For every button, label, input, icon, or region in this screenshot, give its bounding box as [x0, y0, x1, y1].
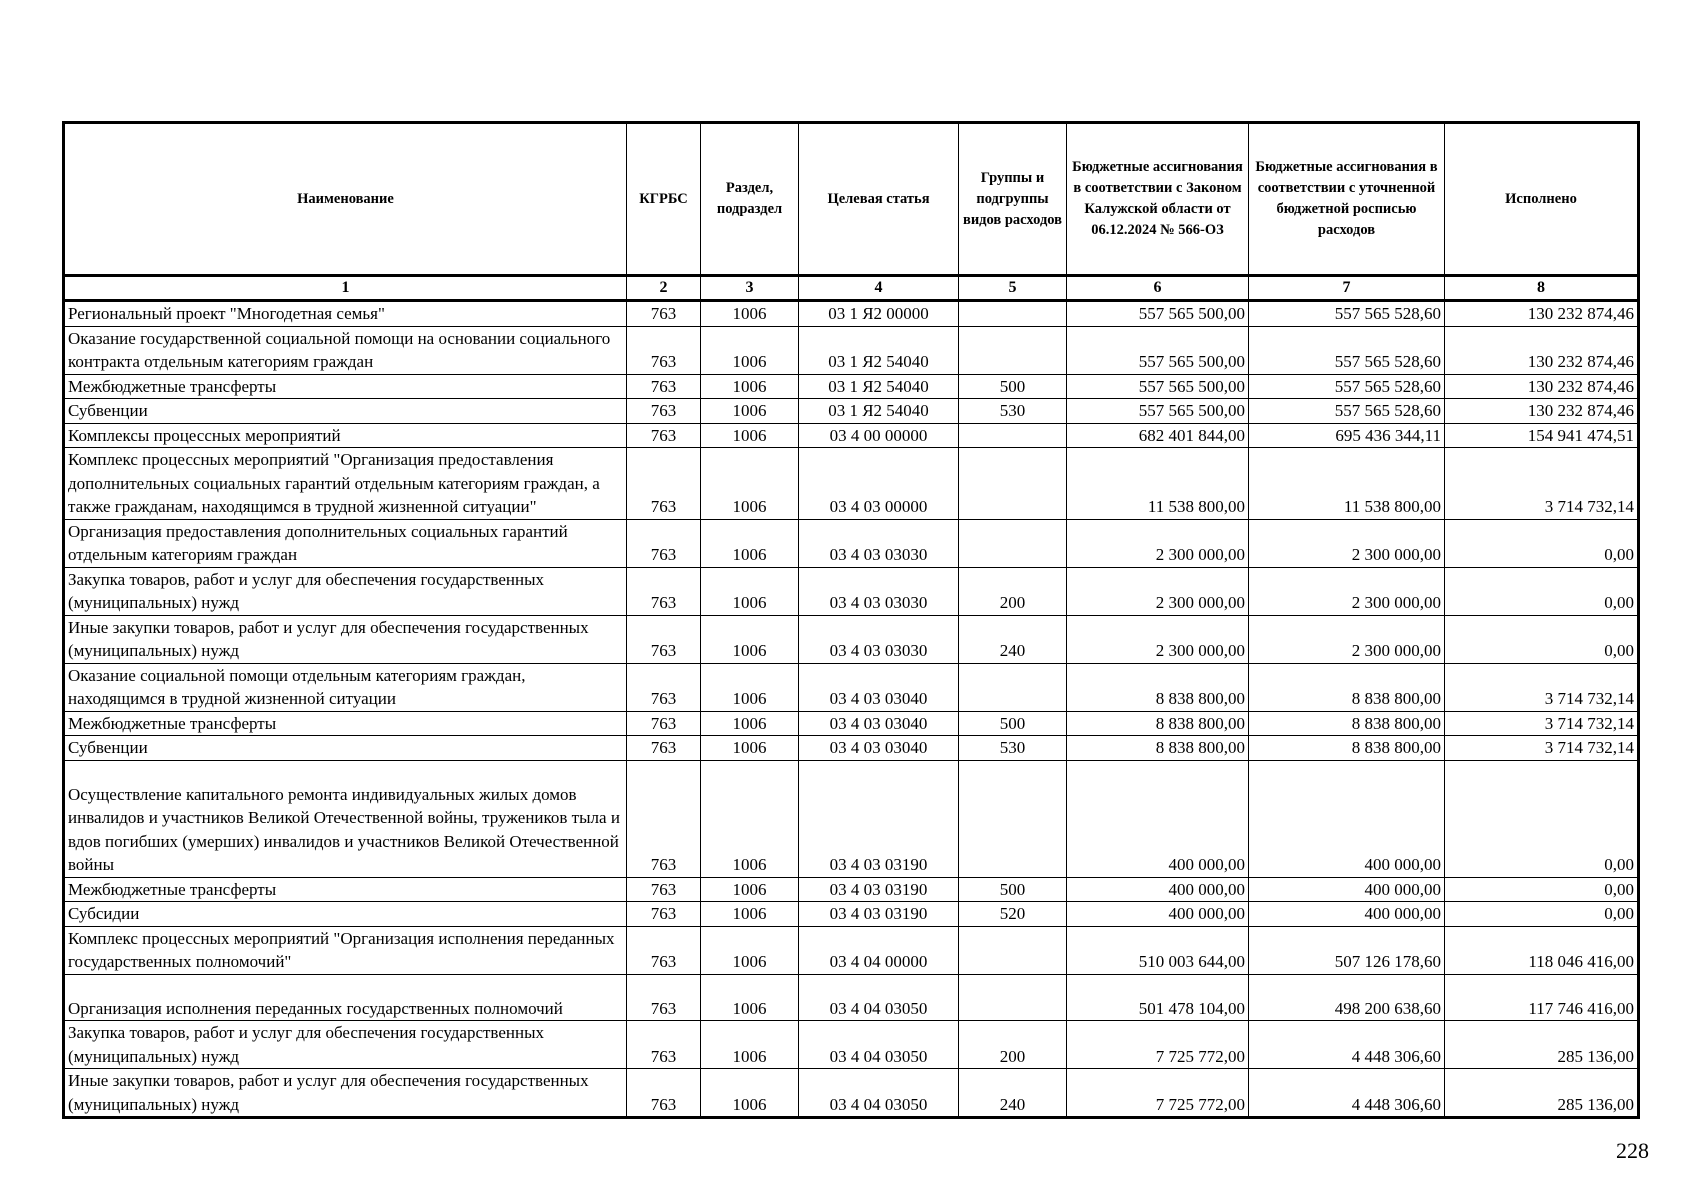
row-target: 03 4 03 03030: [799, 615, 959, 663]
table-row: [64, 877, 1639, 902]
row-law-amount: 2 300 000,00: [1067, 519, 1249, 567]
column-number: 3: [701, 276, 799, 301]
row-group: 500: [959, 711, 1067, 736]
column-number: 4: [799, 276, 959, 301]
row-law-amount: 7 725 772,00: [1067, 1069, 1249, 1118]
row-name: Субвенции: [64, 399, 627, 424]
row-section: 1006: [701, 1069, 799, 1118]
row-executed-amount: 130 232 874,46: [1445, 399, 1639, 424]
row-refined-amount: 557 565 528,60: [1249, 399, 1445, 424]
row-group: [959, 974, 1067, 1021]
row-target: 03 4 04 00000: [799, 926, 959, 974]
row-name: Межбюджетные трансферты: [64, 711, 627, 736]
row-target: 03 1 Я2 54040: [799, 326, 959, 374]
table-row: [64, 519, 1639, 567]
row-kgrbs: 763: [627, 301, 701, 327]
row-refined-amount: 400 000,00: [1249, 760, 1445, 877]
row-target: 03 1 Я2 00000: [799, 301, 959, 327]
row-kgrbs: 763: [627, 615, 701, 663]
table-row: [64, 974, 1639, 1021]
table-body: [64, 301, 1639, 1118]
budget-table: [62, 121, 1640, 1119]
row-law-amount: 501 478 104,00: [1067, 974, 1249, 1021]
header-law: Бюджетные ассигнования в соответствии с Законом Калужской области от 06.12.2024 № 566-ОЗ: [1067, 123, 1249, 276]
row-refined-amount: 4 448 306,60: [1249, 1021, 1445, 1069]
row-section: 1006: [701, 519, 799, 567]
row-executed-amount: 130 232 874,46: [1445, 326, 1639, 374]
table-row: [64, 736, 1639, 761]
row-group: [959, 423, 1067, 448]
row-kgrbs: 763: [627, 926, 701, 974]
row-target: 03 4 03 03040: [799, 711, 959, 736]
row-name: Оказание социальной помощи отдельным категориям граждан, находящимся в трудной жизненной ситуации: [64, 663, 627, 711]
row-kgrbs: 763: [627, 974, 701, 1021]
row-group: [959, 448, 1067, 520]
budget-sheet: [62, 121, 1637, 1119]
table-row: [64, 301, 1639, 327]
row-executed-amount: 3 714 732,14: [1445, 736, 1639, 761]
row-refined-amount: 11 538 800,00: [1249, 448, 1445, 520]
row-refined-amount: 400 000,00: [1249, 902, 1445, 927]
row-law-amount: 510 003 644,00: [1067, 926, 1249, 974]
row-executed-amount: 154 941 474,51: [1445, 423, 1639, 448]
table-row: [64, 926, 1639, 974]
row-kgrbs: 763: [627, 567, 701, 615]
row-kgrbs: 763: [627, 448, 701, 520]
row-law-amount: 8 838 800,00: [1067, 663, 1249, 711]
row-kgrbs: 763: [627, 399, 701, 424]
row-section: 1006: [701, 877, 799, 902]
row-name: Организация исполнения переданных государственных полномочий: [64, 974, 627, 1021]
table-row: [64, 374, 1639, 399]
row-law-amount: 400 000,00: [1067, 877, 1249, 902]
row-executed-amount: 3 714 732,14: [1445, 663, 1639, 711]
row-target: 03 4 03 03030: [799, 567, 959, 615]
row-group: 200: [959, 1021, 1067, 1069]
row-name: Иные закупки товаров, работ и услуг для обеспечения государственных (муниципальных) нужд: [64, 1069, 627, 1118]
row-name: Субвенции: [64, 736, 627, 761]
row-section: 1006: [701, 301, 799, 327]
header-executed: Исполнено: [1445, 123, 1639, 276]
table-row: [64, 1069, 1639, 1118]
row-section: 1006: [701, 423, 799, 448]
row-target: 03 4 04 03050: [799, 1021, 959, 1069]
row-refined-amount: 8 838 800,00: [1249, 711, 1445, 736]
row-section: 1006: [701, 736, 799, 761]
row-target: 03 4 03 03190: [799, 902, 959, 927]
row-refined-amount: 507 126 178,60: [1249, 926, 1445, 974]
row-executed-amount: 0,00: [1445, 902, 1639, 927]
row-executed-amount: 118 046 416,00: [1445, 926, 1639, 974]
row-group: 240: [959, 1069, 1067, 1118]
row-group: [959, 760, 1067, 877]
table-row: [64, 711, 1639, 736]
row-executed-amount: 0,00: [1445, 615, 1639, 663]
row-section: 1006: [701, 399, 799, 424]
row-refined-amount: 8 838 800,00: [1249, 736, 1445, 761]
row-group: 200: [959, 567, 1067, 615]
row-section: 1006: [701, 711, 799, 736]
row-name: Комплекс процессных мероприятий "Организация предоставления дополнительных социальных гарантий отдельным категориям граждан, а также гражданам, находящимся в трудной жизненной ситуации": [64, 448, 627, 520]
header-name: Наименование: [64, 123, 627, 276]
row-refined-amount: 2 300 000,00: [1249, 519, 1445, 567]
row-name: Субсидии: [64, 902, 627, 927]
row-section: 1006: [701, 1021, 799, 1069]
row-law-amount: 557 565 500,00: [1067, 399, 1249, 424]
row-law-amount: 2 300 000,00: [1067, 615, 1249, 663]
column-number: 8: [1445, 276, 1639, 301]
row-refined-amount: 695 436 344,11: [1249, 423, 1445, 448]
row-kgrbs: 763: [627, 711, 701, 736]
row-group: [959, 926, 1067, 974]
table-row: [64, 423, 1639, 448]
row-executed-amount: 3 714 732,14: [1445, 448, 1639, 520]
row-executed-amount: 285 136,00: [1445, 1021, 1639, 1069]
row-name: Оказание государственной социальной помощи на основании социального контракта отдельным категориям граждан: [64, 326, 627, 374]
row-kgrbs: 763: [627, 877, 701, 902]
header-refined: Бюджетные ассигнования в соответствии с уточненной бюджетной росписью расходов: [1249, 123, 1445, 276]
row-name: Комплекс процессных мероприятий "Организация исполнения переданных государственных полномочий": [64, 926, 627, 974]
row-executed-amount: 0,00: [1445, 519, 1639, 567]
row-law-amount: 8 838 800,00: [1067, 711, 1249, 736]
row-name: Комплексы процессных мероприятий: [64, 423, 627, 448]
row-law-amount: 400 000,00: [1067, 760, 1249, 877]
row-refined-amount: 400 000,00: [1249, 877, 1445, 902]
row-target: 03 4 04 03050: [799, 974, 959, 1021]
column-number: 6: [1067, 276, 1249, 301]
row-group: [959, 663, 1067, 711]
column-number: 2: [627, 276, 701, 301]
row-group: [959, 519, 1067, 567]
row-target: 03 4 03 00000: [799, 448, 959, 520]
row-kgrbs: 763: [627, 519, 701, 567]
row-group: 500: [959, 374, 1067, 399]
row-group: 530: [959, 399, 1067, 424]
header-kgrbs: КГРБС: [627, 123, 701, 276]
row-name: Межбюджетные трансферты: [64, 877, 627, 902]
column-number: 5: [959, 276, 1067, 301]
column-number-row: [64, 276, 1639, 301]
header-target: Целевая статья: [799, 123, 959, 276]
row-name: Иные закупки товаров, работ и услуг для обеспечения государственных (муниципальных) нужд: [64, 615, 627, 663]
row-executed-amount: 3 714 732,14: [1445, 711, 1639, 736]
row-group: 520: [959, 902, 1067, 927]
row-executed-amount: 117 746 416,00: [1445, 974, 1639, 1021]
row-law-amount: 682 401 844,00: [1067, 423, 1249, 448]
row-target: 03 1 Я2 54040: [799, 374, 959, 399]
row-refined-amount: 2 300 000,00: [1249, 567, 1445, 615]
header-row: [64, 123, 1639, 276]
table-row: [64, 760, 1639, 877]
row-name: Организация предоставления дополнительных социальных гарантий отдельным категориям граждан: [64, 519, 627, 567]
row-refined-amount: 498 200 638,60: [1249, 974, 1445, 1021]
row-law-amount: 557 565 500,00: [1067, 326, 1249, 374]
row-target: 03 4 03 03040: [799, 663, 959, 711]
row-kgrbs: 763: [627, 663, 701, 711]
row-section: 1006: [701, 974, 799, 1021]
table-row: [64, 448, 1639, 520]
row-kgrbs: 763: [627, 1069, 701, 1118]
row-section: 1006: [701, 926, 799, 974]
row-target: 03 4 03 03190: [799, 760, 959, 877]
row-law-amount: 11 538 800,00: [1067, 448, 1249, 520]
row-section: 1006: [701, 374, 799, 399]
row-refined-amount: 4 448 306,60: [1249, 1069, 1445, 1118]
row-target: 03 4 03 03190: [799, 877, 959, 902]
row-law-amount: 2 300 000,00: [1067, 567, 1249, 615]
row-executed-amount: 130 232 874,46: [1445, 301, 1639, 327]
row-target: 03 4 03 03040: [799, 736, 959, 761]
row-section: 1006: [701, 567, 799, 615]
row-law-amount: 557 565 500,00: [1067, 374, 1249, 399]
row-section: 1006: [701, 448, 799, 520]
row-kgrbs: 763: [627, 374, 701, 399]
row-law-amount: 8 838 800,00: [1067, 736, 1249, 761]
row-executed-amount: 130 232 874,46: [1445, 374, 1639, 399]
row-name: Межбюджетные трансферты: [64, 374, 627, 399]
column-number: 7: [1249, 276, 1445, 301]
row-refined-amount: 557 565 528,60: [1249, 374, 1445, 399]
row-kgrbs: 763: [627, 736, 701, 761]
row-name: Закупка товаров, работ и услуг для обеспечения государственных (муниципальных) нужд: [64, 567, 627, 615]
row-kgrbs: 763: [627, 423, 701, 448]
row-group: 530: [959, 736, 1067, 761]
table-row: [64, 902, 1639, 927]
table-row: [64, 1021, 1639, 1069]
row-kgrbs: 763: [627, 760, 701, 877]
table-row: [64, 615, 1639, 663]
table-row: [64, 663, 1639, 711]
row-group: 500: [959, 877, 1067, 902]
row-executed-amount: 0,00: [1445, 567, 1639, 615]
row-kgrbs: 763: [627, 902, 701, 927]
row-section: 1006: [701, 326, 799, 374]
row-group: [959, 326, 1067, 374]
row-law-amount: 7 725 772,00: [1067, 1021, 1249, 1069]
row-name: Закупка товаров, работ и услуг для обеспечения государственных (муниципальных) нужд: [64, 1021, 627, 1069]
table-row: [64, 399, 1639, 424]
row-group: 240: [959, 615, 1067, 663]
row-refined-amount: 557 565 528,60: [1249, 326, 1445, 374]
row-law-amount: 557 565 500,00: [1067, 301, 1249, 327]
table-row: [64, 567, 1639, 615]
row-section: 1006: [701, 760, 799, 877]
row-executed-amount: 0,00: [1445, 760, 1639, 877]
row-target: 03 4 00 00000: [799, 423, 959, 448]
row-refined-amount: 557 565 528,60: [1249, 301, 1445, 327]
row-name: Осуществление капитального ремонта индивидуальных жилых домов инвалидов и участников Великой Отечественной войны, тружеников тыла и вдов погибших (умерших) инвалидов и участников Великой Отечественной войны: [64, 760, 627, 877]
row-section: 1006: [701, 663, 799, 711]
row-kgrbs: 763: [627, 326, 701, 374]
row-group: [959, 301, 1067, 327]
row-target: 03 4 04 03050: [799, 1069, 959, 1118]
row-target: 03 1 Я2 54040: [799, 399, 959, 424]
header-groups: Группы и подгруппы видов расходов: [959, 123, 1067, 276]
table-row: [64, 326, 1639, 374]
row-section: 1006: [701, 615, 799, 663]
row-executed-amount: 0,00: [1445, 877, 1639, 902]
row-law-amount: 400 000,00: [1067, 902, 1249, 927]
row-executed-amount: 285 136,00: [1445, 1069, 1639, 1118]
row-refined-amount: 2 300 000,00: [1249, 615, 1445, 663]
page-number: 228: [1616, 1138, 1649, 1163]
row-name: Региональный проект "Многодетная семья": [64, 301, 627, 327]
row-kgrbs: 763: [627, 1021, 701, 1069]
row-refined-amount: 8 838 800,00: [1249, 663, 1445, 711]
column-number: 1: [64, 276, 627, 301]
header-section: Раздел, подраздел: [701, 123, 799, 276]
row-target: 03 4 03 03030: [799, 519, 959, 567]
row-section: 1006: [701, 902, 799, 927]
